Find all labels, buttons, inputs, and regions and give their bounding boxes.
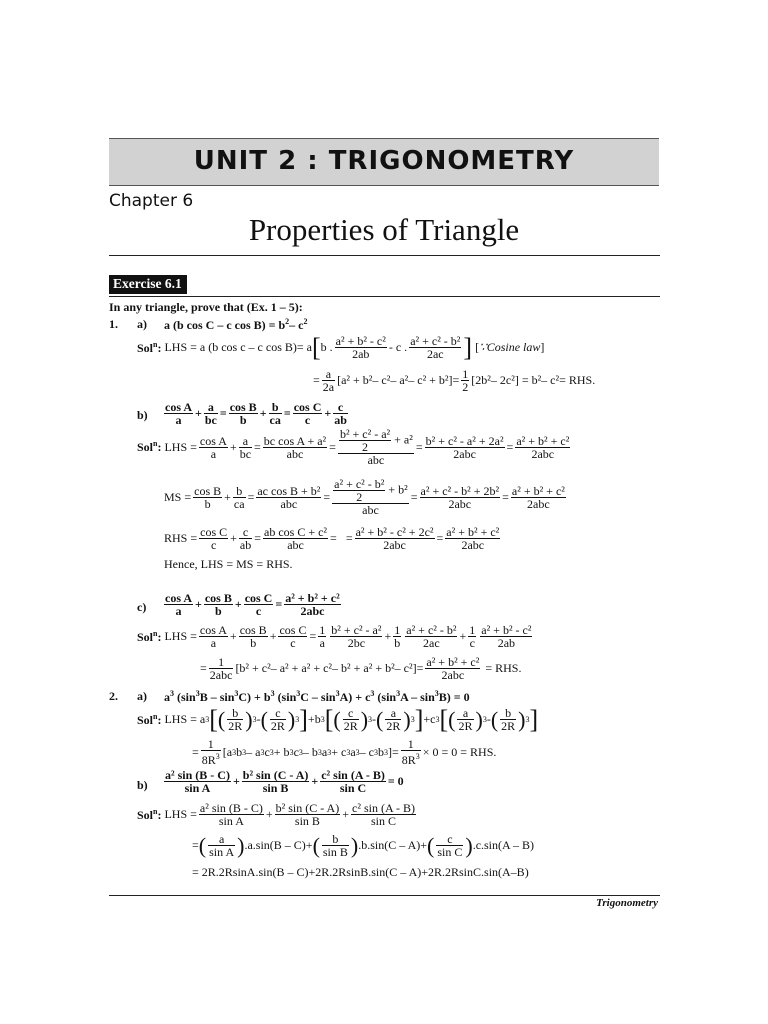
- unit-title: UNIT 2 : TRIGONOMETRY: [193, 146, 575, 176]
- unit-banner: [109, 138, 659, 186]
- q2b-step: = ( $\frac{a}{\text{sin A}}$ ) .a.sin(B – C)+ ( $\frac{b}{\text{sin B}}$ ) .b.sin(C – A)+ ( $\frac{c}{\text{sin C}}$ ) .c.sin(A – B): [192, 832, 535, 859]
- part-label: b): [137, 778, 148, 792]
- q1b-rhs: RHS = $\frac{\text{cos C}}{c}$ + $\frac{c}{ab}$ = $\frac{\text{ab cos C + c²}}{\text{abc}}$ = = $\frac{\text{a² + b² - c² + 2c²}}{\text{2abc}}$ = $\frac{\text{a² + b² + c²}}{\text{2abc}}$: [164, 525, 500, 552]
- q1c-lhs: Sol$^n$: LHS = $\frac{\text{cos A}}{a}$ + $\frac{\text{cos B}}{b}$ + $\frac{\text{cos C}}{c}$ = $\frac{1}{a}$ $\frac{\text{b² + c² - a²}}{2bc}$ + $\frac{1}{b}$ $\frac{\text{a² + c² - b²}}{2ac}$ + $\frac{1}{c}$ $\frac{\text{a² + b² - c²}}{2ab}$: [137, 623, 532, 650]
- q1a-solution: Sol$^n$: LHS = a (b cos c – c cos B)= a [ b . $\frac{\text{a² + b² - c²}}{2ab}$ - c . $\frac{\text{a² + c² - b²}}{2ac}$ ] [ ∵Cosine law ]: [137, 332, 545, 362]
- q1a-result: = $\frac{a}{2a}$ [a² + b²– c²– a²– c² + b²]= $\frac{1}{2}$ [2b²– 2c²] = b²– c²= RHS.: [313, 367, 596, 394]
- q1c-result: = $\frac{1}{\text{2abc}}$ [b² + c²– a² + a² + c²– b² + a² + b²– c²]= $\frac{\text{a² + b² + c²}}{\text{2abc}}$ = RHS.: [200, 655, 522, 682]
- part-label: a): [137, 689, 147, 703]
- footer-label: Trigonometry: [596, 897, 658, 909]
- q2b-expansion: = 2R.2RsinA.sin(B – C)+2R.2RsinB.sin(C – A)+2R.2RsinC.sin(A–B): [192, 865, 529, 879]
- question-number: 2.: [109, 689, 118, 703]
- exercise-intro: In any triangle, prove that (Ex. 1 – 5):: [109, 300, 303, 314]
- q1b-ms: MS = $\frac{\text{cos B}}{b}$ + $\frac{b}{ca}$ = $\frac{\text{ac cos B + b²}}{\text{abc}}$ = $\frac{\text{a² + c² - b²}}{2}$ + b² abc = $\frac{\text{a² + c² - b² + 2b²}}{\text{2abc}}$ = $\frac{\text{a² + b² + c²}}{\text{2abc}}$: [164, 477, 565, 517]
- page-title: Properties of Triangle: [248, 212, 520, 247]
- q1b-lhs: Sol$^n$: LHS = $\frac{\text{cos A}}{a}$ + $\frac{a}{bc}$ = $\frac{\text{bc cos A + a²}}{\text{abc}}$ = $\frac{\text{b² + c² - a²}}{2}$ + a² abc = $\frac{\text{b² + c² - a² + 2a²}}{\text{2abc}}$ = $\frac{\text{a² + b² + c²}}{\text{2abc}}$: [137, 427, 570, 467]
- footer-divider: [109, 895, 660, 896]
- q1b-conclusion: Hence, LHS = MS = RHS.: [164, 557, 293, 571]
- part-label: a): [137, 317, 147, 331]
- part-label: c): [137, 600, 147, 614]
- exercise-divider: [109, 296, 660, 297]
- part-label: b): [137, 408, 148, 422]
- q1b-statement: $\frac{\text{cos A}}{a}$ + $\frac{a}{bc}$ = $\frac{\text{cos B}}{b}$ + $\frac{b}{ca}$ = $\frac{\text{cos C}}{c}$ + $\frac{c}{ab}$: [165, 400, 347, 427]
- chapter-label: Chapter 6: [109, 191, 194, 211]
- question-number: 1.: [109, 317, 118, 331]
- title-divider: [109, 255, 660, 256]
- q2b-lhs: Sol$^n$: LHS = $\frac{\text{a² sin (B - C)}}{\text{sin A}}$ + $\frac{\text{b² sin (C - A)}}{\text{sin B}}$ + $\frac{\text{c² sin (A - B)}}{\text{sin C}}$: [137, 801, 415, 828]
- exercise-label: Exercise 6.1: [109, 275, 187, 294]
- q2b-statement: $\frac{\text{a² sin (B - C)}}{\text{sin A}}$ + $\frac{\text{b² sin (C - A)}}{\text{sin B}}$ + $\frac{\text{c² sin (A - B)}}{\text{sin C}}$ = 0: [165, 768, 404, 795]
- q1c-statement: $\frac{\text{cos A}}{a}$ + $\frac{\text{cos B}}{b}$ + $\frac{\text{cos C}}{c}$ = $\frac{\text{a² + b² + c²}}{\text{2abc}}$: [165, 591, 340, 618]
- q2a-lhs: Sol$^n$: LHS = a 3 [ ( $\frac{b}{2R}$ ) 3 - ( $\frac{c}{2R}$ ) 3 ] +b 3 [ ( $\frac{c}{2R}$ ) 3 - ( $\frac{a}{2R}$ ) 3 ] +c 3 [ ( $\frac{a}{2R}$ ) 3 - ( $\frac{b}{2R}$ ) 3 ]: [137, 704, 539, 734]
- q2a-result: = $\frac{1}{8R^3}$ [a 3 b 3 – a 3 c 3 + b 3 c 3 – b 3 a 3 + c 3 a 3 – c 3 b 3 ]= $\frac{1}{8R^3}$ × 0 = 0 = RHS.: [192, 737, 497, 767]
- q2a-statement: $a^3$ $(\sin^3B - \sin^3C) + b^3$ $(\sin^3C - \sin^3A) + c^3$ $(\sin^3A - \sin^3B) = 0$: [164, 689, 470, 704]
- q1a-statement: a (b cos C – c $\cos B) = b^2-$ $c^2$: [164, 317, 308, 332]
